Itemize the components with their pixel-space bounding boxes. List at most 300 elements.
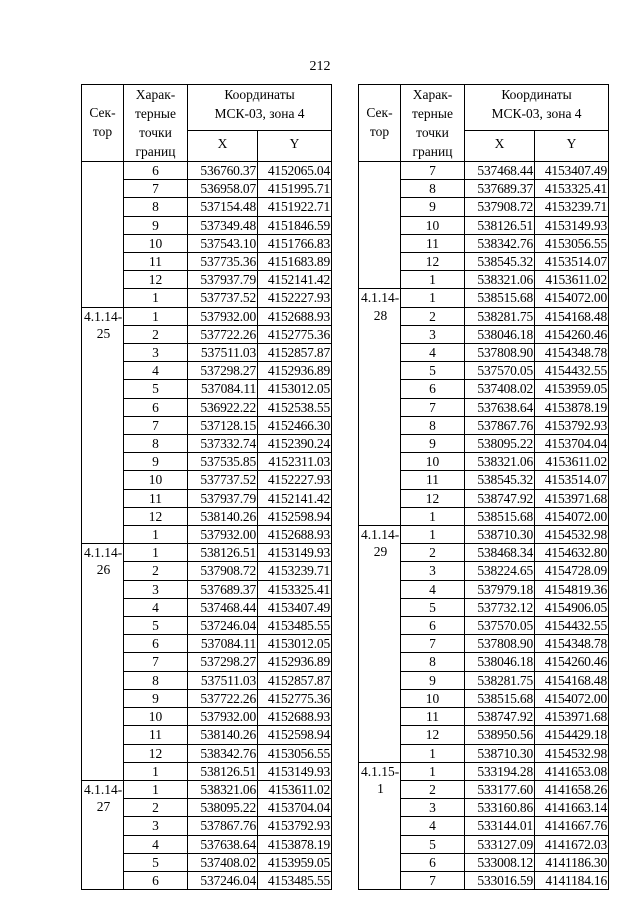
x-cell: 538126.51 xyxy=(188,544,258,562)
x-cell: 538140.26 xyxy=(188,507,258,525)
table-row xyxy=(82,307,332,325)
point-cell: 1 xyxy=(124,762,188,780)
y-cell: 4152598.94 xyxy=(258,507,332,525)
x-cell: 537349.48 xyxy=(188,216,258,234)
y-cell: 4154348.78 xyxy=(535,344,609,362)
y-cell: 4153971.68 xyxy=(535,489,609,507)
x-cell: 537298.27 xyxy=(188,362,258,380)
point-cell: 11 xyxy=(124,489,188,507)
y-cell: 4153239.71 xyxy=(535,198,609,216)
y-header: Y xyxy=(258,131,332,162)
points-header xyxy=(124,85,188,162)
y-cell: 4153149.93 xyxy=(258,544,332,562)
x-cell: 537932.00 xyxy=(188,526,258,544)
y-cell: 4141663.14 xyxy=(535,799,609,817)
sector-label-line: 4.1.14- xyxy=(84,308,123,324)
x-cell: 538468.34 xyxy=(465,544,535,562)
sector-cell xyxy=(359,162,401,289)
x-cell: 537932.00 xyxy=(188,708,258,726)
table-row xyxy=(359,526,609,544)
x-cell: 538321.06 xyxy=(188,780,258,798)
y-cell: 4151995.71 xyxy=(258,180,332,198)
sector-header xyxy=(359,85,401,162)
x-cell: 537908.72 xyxy=(188,562,258,580)
point-cell: 1 xyxy=(401,271,465,289)
coordinates-header xyxy=(188,85,332,131)
x-cell: 538515.68 xyxy=(465,689,535,707)
sector-label-line: 25 xyxy=(96,325,111,341)
point-cell: 2 xyxy=(401,780,465,798)
x-cell: 538281.75 xyxy=(465,671,535,689)
x-cell: 538342.76 xyxy=(188,744,258,762)
point-cell: 10 xyxy=(124,234,188,252)
point-cell: 9 xyxy=(401,198,465,216)
y-cell: 4153325.41 xyxy=(535,180,609,198)
point-cell: 11 xyxy=(401,471,465,489)
point-cell: 8 xyxy=(124,671,188,689)
table-row xyxy=(82,162,332,180)
point-cell: 1 xyxy=(124,307,188,325)
point-cell: 10 xyxy=(401,689,465,707)
points-header-line3: точки xyxy=(416,125,449,140)
y-cell: 4151766.83 xyxy=(258,234,332,252)
point-cell: 6 xyxy=(124,871,188,889)
y-cell: 4153611.02 xyxy=(535,271,609,289)
y-cell: 4153611.02 xyxy=(535,453,609,471)
y-cell: 4152936.89 xyxy=(258,362,332,380)
table-header xyxy=(82,85,332,162)
point-cell: 6 xyxy=(124,635,188,653)
x-cell: 537908.72 xyxy=(465,198,535,216)
point-cell: 5 xyxy=(401,598,465,616)
y-cell: 4153971.68 xyxy=(535,708,609,726)
x-cell: 533127.09 xyxy=(465,835,535,853)
y-cell: 4153485.55 xyxy=(258,617,332,635)
y-cell: 4152227.93 xyxy=(258,471,332,489)
sector-label-line: 4.1.15- xyxy=(361,763,400,779)
coordinates-header-line2: МСК-03, зона 4 xyxy=(214,106,305,121)
sector-header-line1: Сек- xyxy=(89,105,116,120)
y-cell: 4152688.93 xyxy=(258,307,332,325)
point-cell: 9 xyxy=(124,689,188,707)
y-cell: 4152936.89 xyxy=(258,653,332,671)
point-cell: 7 xyxy=(401,398,465,416)
y-cell: 4154819.36 xyxy=(535,580,609,598)
x-cell: 538140.26 xyxy=(188,726,258,744)
point-cell: 2 xyxy=(401,544,465,562)
x-cell: 537689.37 xyxy=(465,180,535,198)
point-cell: 4 xyxy=(124,362,188,380)
y-cell: 4141184.16 xyxy=(535,871,609,889)
point-cell: 12 xyxy=(124,744,188,762)
point-cell: 11 xyxy=(401,708,465,726)
x-cell: 537543.10 xyxy=(188,234,258,252)
y-cell: 4153704.04 xyxy=(258,799,332,817)
x-cell: 537246.04 xyxy=(188,871,258,889)
sector-label-line: 4.1.14- xyxy=(84,545,123,561)
y-cell: 4154532.98 xyxy=(535,744,609,762)
sector-cell xyxy=(82,307,124,544)
y-cell: 4154260.46 xyxy=(535,325,609,343)
y-cell: 4153056.55 xyxy=(535,234,609,252)
sector-cell xyxy=(82,544,124,781)
x-cell: 538515.68 xyxy=(465,289,535,307)
y-cell: 4154348.78 xyxy=(535,635,609,653)
table-row xyxy=(82,780,332,798)
x-cell: 537408.02 xyxy=(465,380,535,398)
y-cell: 4154432.55 xyxy=(535,362,609,380)
y-cell: 4153792.93 xyxy=(258,817,332,835)
y-cell: 4153959.05 xyxy=(535,380,609,398)
point-cell: 9 xyxy=(124,216,188,234)
y-cell: 4152775.36 xyxy=(258,325,332,343)
y-cell: 4153704.04 xyxy=(535,435,609,453)
sector-cell xyxy=(359,526,401,763)
y-cell: 4152688.93 xyxy=(258,708,332,726)
x-cell: 538046.18 xyxy=(465,325,535,343)
x-cell: 537932.00 xyxy=(188,307,258,325)
point-cell: 7 xyxy=(124,416,188,434)
point-cell: 1 xyxy=(401,526,465,544)
x-cell: 538710.30 xyxy=(465,526,535,544)
x-cell: 537867.76 xyxy=(188,817,258,835)
x-cell: 533008.12 xyxy=(465,853,535,871)
x-cell: 537468.44 xyxy=(465,162,535,180)
x-cell: 538281.75 xyxy=(465,307,535,325)
y-cell: 4152311.03 xyxy=(258,453,332,471)
x-cell: 537638.64 xyxy=(188,835,258,853)
point-cell: 1 xyxy=(401,762,465,780)
point-cell: 11 xyxy=(124,726,188,744)
y-cell: 4154906.05 xyxy=(535,598,609,616)
x-header: X xyxy=(188,131,258,162)
x-cell: 538126.51 xyxy=(465,216,535,234)
point-cell: 2 xyxy=(124,799,188,817)
points-header-line4: границ xyxy=(135,144,176,159)
point-cell: 3 xyxy=(124,344,188,362)
x-cell: 538950.56 xyxy=(465,726,535,744)
point-cell: 3 xyxy=(124,817,188,835)
x-cell: 537570.05 xyxy=(465,617,535,635)
point-cell: 10 xyxy=(124,471,188,489)
point-cell: 1 xyxy=(401,289,465,307)
y-cell: 4154168.48 xyxy=(535,671,609,689)
x-cell: 537408.02 xyxy=(188,853,258,871)
y-cell: 4153485.55 xyxy=(258,871,332,889)
point-cell: 4 xyxy=(401,817,465,835)
x-cell: 537154.48 xyxy=(188,198,258,216)
y-cell: 4152598.94 xyxy=(258,726,332,744)
point-cell: 6 xyxy=(124,398,188,416)
point-cell: 8 xyxy=(401,653,465,671)
coordinates-header-line1: Координаты xyxy=(224,87,295,102)
y-cell: 4153012.05 xyxy=(258,635,332,653)
point-cell: 12 xyxy=(401,726,465,744)
point-cell: 1 xyxy=(401,507,465,525)
point-cell: 7 xyxy=(124,653,188,671)
coordinates-table-left xyxy=(81,84,332,890)
x-cell: 537535.85 xyxy=(188,453,258,471)
point-cell: 1 xyxy=(124,544,188,562)
x-header: X xyxy=(465,131,535,162)
point-cell: 3 xyxy=(124,580,188,598)
point-cell: 3 xyxy=(401,799,465,817)
page-number: 212 xyxy=(309,59,331,74)
points-header-line2: терные xyxy=(135,106,176,121)
x-cell: 537735.36 xyxy=(188,253,258,271)
x-cell: 537689.37 xyxy=(188,580,258,598)
sector-header xyxy=(82,85,124,162)
points-header-line1: Харак- xyxy=(412,87,453,102)
y-cell: 4153407.49 xyxy=(258,598,332,616)
point-cell: 11 xyxy=(401,234,465,252)
y-cell: 4152141.42 xyxy=(258,271,332,289)
y-cell: 4152065.04 xyxy=(258,162,332,180)
y-cell: 4152390.24 xyxy=(258,435,332,453)
x-cell: 537638.64 xyxy=(465,398,535,416)
x-cell: 537511.03 xyxy=(188,671,258,689)
point-cell: 4 xyxy=(401,580,465,598)
y-cell: 4154072.00 xyxy=(535,507,609,525)
y-cell: 4153012.05 xyxy=(258,380,332,398)
y-cell: 4154072.00 xyxy=(535,289,609,307)
y-cell: 4153149.93 xyxy=(258,762,332,780)
y-cell: 4154168.48 xyxy=(535,307,609,325)
x-cell: 538710.30 xyxy=(465,744,535,762)
x-cell: 537937.79 xyxy=(188,271,258,289)
x-cell: 536760.37 xyxy=(188,162,258,180)
x-cell: 537246.04 xyxy=(188,617,258,635)
x-cell: 538095.22 xyxy=(465,435,535,453)
sector-header-line2: тор xyxy=(92,124,113,139)
y-cell: 4153149.93 xyxy=(535,216,609,234)
point-cell: 5 xyxy=(124,853,188,871)
sector-label-line: 26 xyxy=(96,562,111,578)
y-cell: 4152857.87 xyxy=(258,671,332,689)
y-cell: 4153239.71 xyxy=(258,562,332,580)
point-cell: 8 xyxy=(124,435,188,453)
table-header xyxy=(359,85,609,162)
point-cell: 2 xyxy=(124,325,188,343)
x-cell: 533194.28 xyxy=(465,762,535,780)
point-cell: 12 xyxy=(401,489,465,507)
point-cell: 9 xyxy=(124,453,188,471)
x-cell: 537937.79 xyxy=(188,489,258,507)
x-cell: 538046.18 xyxy=(465,653,535,671)
points-header-line3: точки xyxy=(139,125,172,140)
points-header-line2: терные xyxy=(412,106,453,121)
point-cell: 10 xyxy=(401,216,465,234)
x-cell: 537737.52 xyxy=(188,471,258,489)
y-cell: 4153611.02 xyxy=(258,780,332,798)
point-cell: 4 xyxy=(124,835,188,853)
x-cell: 533160.86 xyxy=(465,799,535,817)
point-cell: 2 xyxy=(124,562,188,580)
point-cell: 3 xyxy=(401,325,465,343)
x-cell: 537128.15 xyxy=(188,416,258,434)
x-cell: 537732.12 xyxy=(465,598,535,616)
x-cell: 538321.06 xyxy=(465,271,535,289)
point-cell: 6 xyxy=(401,380,465,398)
sector-cell xyxy=(359,289,401,526)
y-cell: 4141667.76 xyxy=(535,817,609,835)
x-cell: 537722.26 xyxy=(188,689,258,707)
point-cell: 2 xyxy=(401,307,465,325)
point-cell: 4 xyxy=(401,344,465,362)
x-cell: 536922.22 xyxy=(188,398,258,416)
x-cell: 538515.68 xyxy=(465,507,535,525)
x-cell: 537468.44 xyxy=(188,598,258,616)
point-cell: 7 xyxy=(401,871,465,889)
table-row xyxy=(359,162,609,180)
point-cell: 7 xyxy=(401,635,465,653)
point-cell: 5 xyxy=(124,380,188,398)
table-row xyxy=(359,762,609,780)
y-cell: 4153325.41 xyxy=(258,580,332,598)
y-cell: 4141186.30 xyxy=(535,853,609,871)
table-row xyxy=(359,289,609,307)
sector-header-line2: тор xyxy=(369,124,390,139)
x-cell: 537808.90 xyxy=(465,344,535,362)
coordinates-header xyxy=(465,85,609,131)
y-header: Y xyxy=(535,131,609,162)
table-row xyxy=(82,544,332,562)
x-cell: 533144.01 xyxy=(465,817,535,835)
y-cell: 4151922.71 xyxy=(258,198,332,216)
sector-label-line: 4.1.14- xyxy=(361,527,400,543)
point-cell: 5 xyxy=(401,362,465,380)
table-body xyxy=(359,162,609,890)
y-cell: 4154432.55 xyxy=(535,617,609,635)
y-cell: 4154728.09 xyxy=(535,562,609,580)
point-cell: 8 xyxy=(401,416,465,434)
y-cell: 4154072.00 xyxy=(535,689,609,707)
table-body xyxy=(82,162,332,890)
point-cell: 1 xyxy=(401,744,465,762)
point-cell: 5 xyxy=(401,835,465,853)
x-cell: 538545.32 xyxy=(465,471,535,489)
point-cell: 7 xyxy=(401,162,465,180)
x-cell: 537084.11 xyxy=(188,380,258,398)
y-cell: 4153959.05 xyxy=(258,853,332,871)
point-cell: 10 xyxy=(401,453,465,471)
point-cell: 6 xyxy=(401,853,465,871)
y-cell: 4152141.42 xyxy=(258,489,332,507)
coordinates-header-line1: Координаты xyxy=(501,87,572,102)
sector-label-line: 29 xyxy=(373,544,388,560)
y-cell: 4154632.80 xyxy=(535,544,609,562)
x-cell: 538747.92 xyxy=(465,489,535,507)
x-cell: 537511.03 xyxy=(188,344,258,362)
x-cell: 537808.90 xyxy=(465,635,535,653)
x-cell: 537332.74 xyxy=(188,435,258,453)
x-cell: 537979.18 xyxy=(465,580,535,598)
y-cell: 4141658.26 xyxy=(535,780,609,798)
point-cell: 3 xyxy=(401,562,465,580)
coordinates-header-line2: МСК-03, зона 4 xyxy=(491,106,582,121)
x-cell: 533016.59 xyxy=(465,871,535,889)
x-cell: 538545.32 xyxy=(465,253,535,271)
y-cell: 4154260.46 xyxy=(535,653,609,671)
sector-cell xyxy=(359,762,401,889)
sector-label-line: 4.1.14- xyxy=(361,290,400,306)
point-cell: 12 xyxy=(124,271,188,289)
point-cell: 12 xyxy=(401,253,465,271)
y-cell: 4153878.19 xyxy=(258,835,332,853)
coordinates-table-right xyxy=(358,84,609,890)
x-cell: 537084.11 xyxy=(188,635,258,653)
x-cell: 538342.76 xyxy=(465,234,535,252)
x-cell: 537722.26 xyxy=(188,325,258,343)
y-cell: 4154429.18 xyxy=(535,726,609,744)
x-cell: 538747.92 xyxy=(465,708,535,726)
x-cell: 537570.05 xyxy=(465,362,535,380)
y-cell: 4151683.89 xyxy=(258,253,332,271)
y-cell: 4153878.19 xyxy=(535,398,609,416)
sector-label-line: 28 xyxy=(373,307,388,323)
y-cell: 4152227.93 xyxy=(258,289,332,307)
point-cell: 8 xyxy=(401,180,465,198)
point-cell: 7 xyxy=(124,180,188,198)
point-cell: 12 xyxy=(124,507,188,525)
sector-header-line1: Сек- xyxy=(366,105,393,120)
sector-label-line: 27 xyxy=(96,799,111,815)
points-header-line4: границ xyxy=(412,144,453,159)
y-cell: 4154532.98 xyxy=(535,526,609,544)
sector-label-line: 4.1.14- xyxy=(84,781,123,797)
point-cell: 10 xyxy=(124,708,188,726)
y-cell: 4153514.07 xyxy=(535,253,609,271)
point-cell: 11 xyxy=(124,253,188,271)
x-cell: 537867.76 xyxy=(465,416,535,434)
y-cell: 4141672.03 xyxy=(535,835,609,853)
sector-label-line: 1 xyxy=(377,780,384,796)
points-header xyxy=(401,85,465,162)
point-cell: 4 xyxy=(124,598,188,616)
y-cell: 4152775.36 xyxy=(258,689,332,707)
y-cell: 4141653.08 xyxy=(535,762,609,780)
x-cell: 537737.52 xyxy=(188,289,258,307)
point-cell: 1 xyxy=(124,526,188,544)
point-cell: 5 xyxy=(124,617,188,635)
y-cell: 4152688.93 xyxy=(258,526,332,544)
x-cell: 536958.07 xyxy=(188,180,258,198)
x-cell: 537298.27 xyxy=(188,653,258,671)
y-cell: 4153792.93 xyxy=(535,416,609,434)
point-cell: 9 xyxy=(401,671,465,689)
x-cell: 538095.22 xyxy=(188,799,258,817)
sector-cell xyxy=(82,780,124,889)
y-cell: 4151846.59 xyxy=(258,216,332,234)
y-cell: 4152538.55 xyxy=(258,398,332,416)
sector-cell xyxy=(82,162,124,308)
y-cell: 4152857.87 xyxy=(258,344,332,362)
point-cell: 8 xyxy=(124,198,188,216)
x-cell: 538321.06 xyxy=(465,453,535,471)
point-cell: 1 xyxy=(124,780,188,798)
points-header-line1: Харак- xyxy=(135,87,176,102)
y-cell: 4153514.07 xyxy=(535,471,609,489)
point-cell: 6 xyxy=(401,617,465,635)
point-cell: 1 xyxy=(124,289,188,307)
x-cell: 538126.51 xyxy=(188,762,258,780)
point-cell: 6 xyxy=(124,162,188,180)
y-cell: 4153407.49 xyxy=(535,162,609,180)
point-cell: 9 xyxy=(401,435,465,453)
y-cell: 4153056.55 xyxy=(258,744,332,762)
x-cell: 533177.60 xyxy=(465,780,535,798)
x-cell: 538224.65 xyxy=(465,562,535,580)
